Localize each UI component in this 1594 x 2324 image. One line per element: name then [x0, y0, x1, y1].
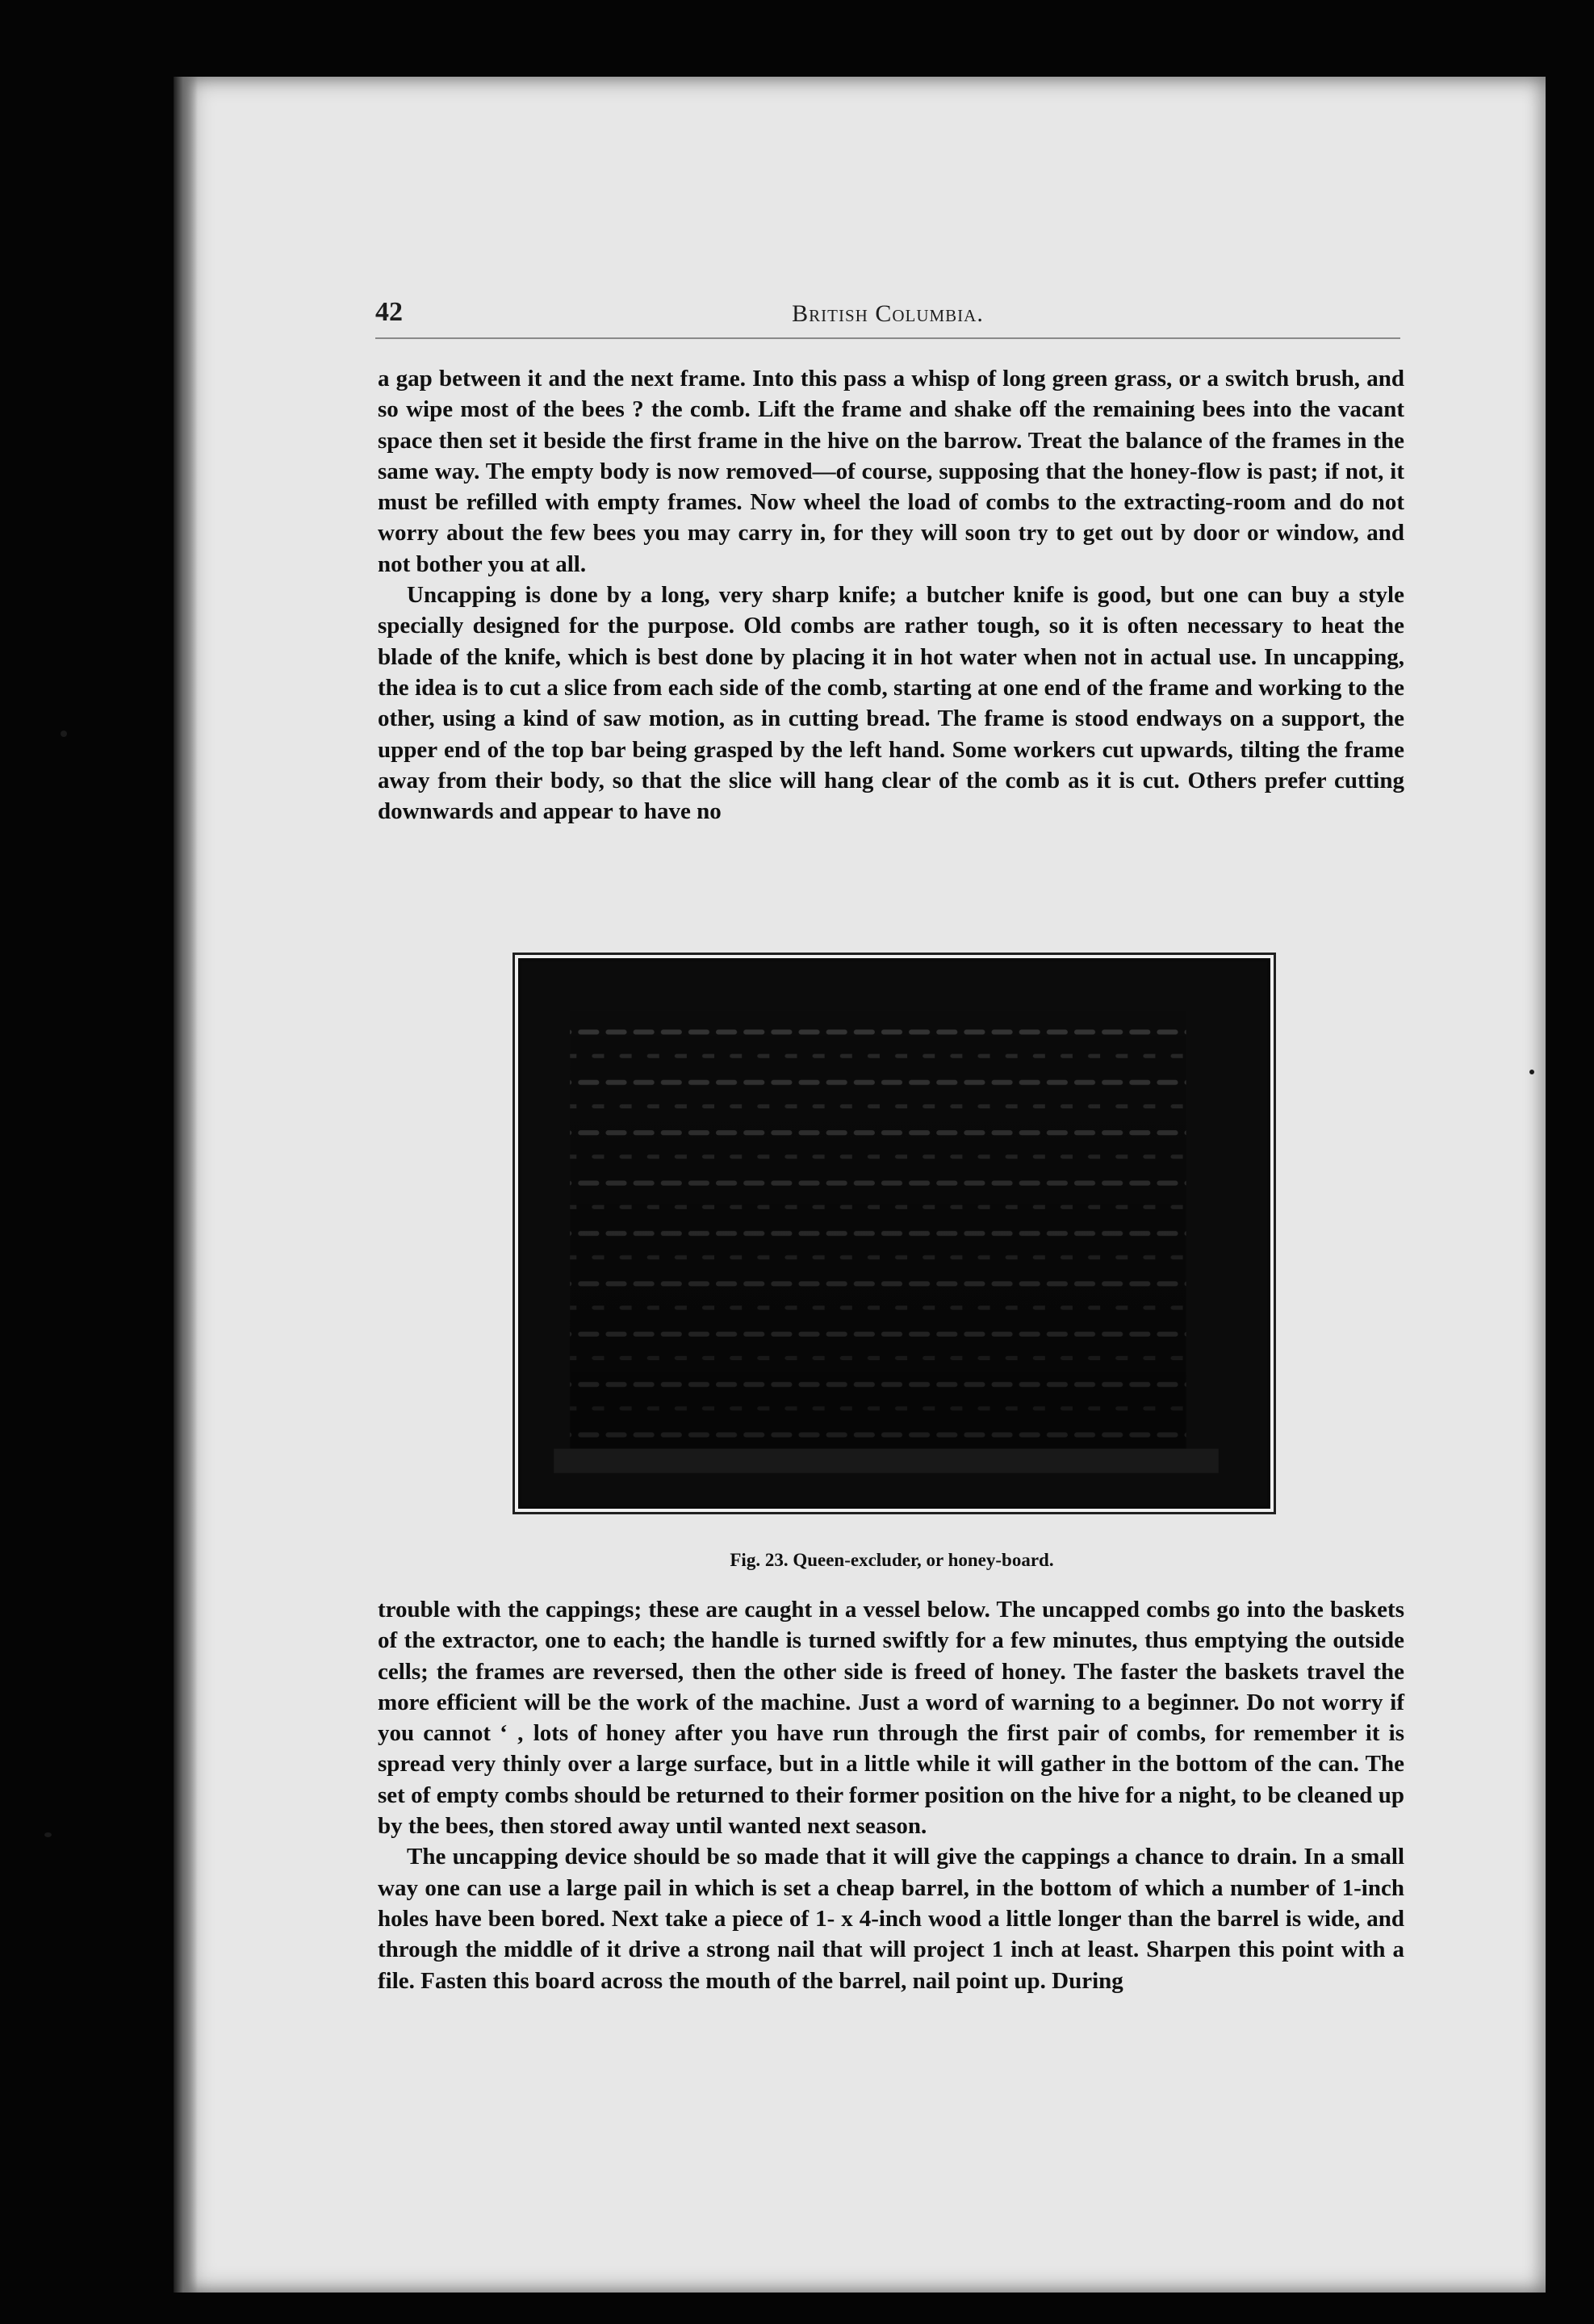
figure-queen-excluder-photo	[513, 953, 1276, 1514]
body-text-top	[378, 363, 1404, 827]
page-gutter-shadow	[174, 77, 198, 2293]
figure-image	[521, 961, 1267, 1505]
figure-caption: Fig. 23. Queen-excluder, or honey-board.	[730, 1550, 1054, 1570]
page-number: 42	[375, 297, 403, 327]
dust-speck	[1529, 1070, 1534, 1074]
paragraph: Uncapping is done by a long, very sharp knife; a butcher knife is good, but one can buy a style specially designed for the purpose. Old combs are rather tough, so it is often necessary to heat the blade of the knife, which is best done by placing it in hot water when not in actual use. In uncapping, the idea is to cut a slice from each side of the comb, starting at one end of the frame and working to the other, using a kind of saw motion, as in cutting bread. The frame is stood endways on a support, the upper end of the top bar being grasped by the left hand. Some workers cut upwards, tilting the frame away from their body, so that the slice will hang clear of the comb as it is cut. Others prefer cutting downwards and appear to have no	[378, 582, 1404, 825]
paragraph: trouble with the cappings; these are caught in a vessel below. The uncapped combs go into the baskets of the extractor, one to each; the handle is turned swiftly for a few minutes, thus emptying the outside cells; the frames are reversed, then the other side is freed of honey. The faster the baskets travel the more efficient will be the work of the machine. Just a word of warning to a beginner. Do not worry if you cannot ‘ ‚ lots of honey after you have run through the first pair of combs, for remember it is spread very thinly over a large surface, but in a little while it will gather in the bottom of the can. The set of empty combs should be returned to their former position on the hive for a night, to be cleaned up by the bees, then stored away until wanted next season.	[378, 1597, 1404, 1840]
paragraph: The uncapping device should be so made that it will give the cappings a chance to drain. In a small way one can use a large pail in which is set a cheap barrel, in the bottom of which a number of 1-inch holes have been bored. Next take a piece of 1- x 4-inch wood a little longer than the barrel is wide, and through the middle of it drive a strong nail that will project 1 inch at least. Sharpen this point with a file. Fasten this board across the mouth of the barrel, nail point up. During	[378, 1844, 1404, 1994]
queen-excluder-illustration	[521, 961, 1267, 1505]
page-header	[375, 297, 1400, 339]
dust-speck	[44, 1832, 52, 1837]
running-head: British Columbia.	[792, 300, 984, 327]
paragraph: a gap between it and the next frame. Into this pass a whisp of long green grass, or a switch brush, and so wipe most of the bees ? the comb. Lift the frame and shake off the remaining bees into the vacant space then set it beside the first frame in the hive on the barrow. Treat the balance of the frames in the same way. The empty body is now removed—of course, supposing that the honey-flow is past; if not, it must be refilled with empty frames. Now wheel the load of combs to the extracting-room and do not worry about the few bees you may carry in, for they will soon try to get out by door or window, and not bother you at all.	[378, 366, 1404, 577]
dust-speck	[61, 731, 67, 737]
body-text-bottom	[378, 1594, 1404, 1996]
